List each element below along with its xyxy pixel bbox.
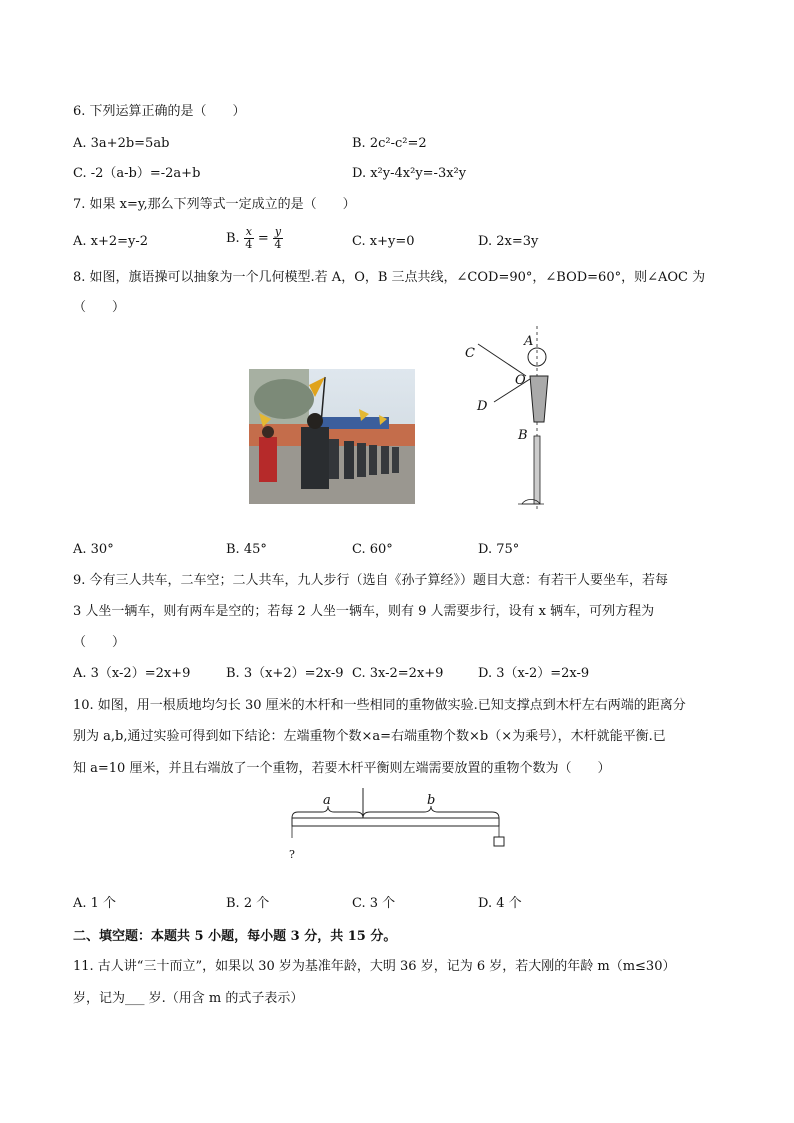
- q10-option-c: C. 3 个: [352, 896, 396, 911]
- fraction-numerator: x: [245, 225, 252, 238]
- flag-drill-photo: [249, 369, 415, 504]
- q9-line-2: 3 人坐一辆车，则有两车是空的；若每 2 人坐一辆车，则有 9 人需要步行，设有 x 辆车，可列方程为: [73, 604, 655, 619]
- fraction-x-over-4: [244, 226, 254, 251]
- q8-option-c: C. 60°: [352, 542, 393, 557]
- q6-option-c: C. -2（a-b）=-2a+b: [73, 166, 201, 181]
- body-shape: [530, 376, 548, 422]
- q6-option-d: D. x²y-4x²y=-3x²y: [352, 166, 467, 181]
- wooden-rod: [292, 818, 499, 826]
- q8-paren: （ ）: [73, 300, 126, 315]
- q8-stem: 8. 如图，旗语操可以抽象为一个几何模型.若 A，O，B 三点共线，∠COD=90°，∠BOD=60°，则∠AOC 为: [73, 270, 706, 285]
- q11-line-2: 岁，记为___ 岁.（用含 m 的式子表示）: [73, 991, 304, 1006]
- q7-option-b-prefix: B.: [226, 230, 240, 246]
- q10-line-2: 别为 a,b,通过实验可得到如下结论：左端重物个数×a=右端重物个数×b（×为乘号），木杆就能平衡.已: [73, 729, 666, 744]
- q8-option-d: D. 75°: [478, 542, 520, 557]
- q9-option-d: D. 3（x-2）=2x-9: [478, 666, 590, 681]
- q11-line-1: 11. 古人讲“三十而立”，如果以 30 岁为基准年龄，大明 36 岁，记为 6 岁，若大刚的年龄 m（m≤30）: [73, 959, 676, 974]
- label-D: D: [477, 399, 488, 414]
- q6-option-a: A. 3a+2b=5ab: [73, 136, 170, 151]
- right-weight-box: [494, 837, 504, 846]
- q9-option-b: B. 3（x+2）=2x-9: [226, 666, 344, 681]
- label-A: A: [524, 334, 534, 349]
- leg-shape: [534, 436, 540, 504]
- label-B: B: [518, 428, 528, 443]
- lever-label-b: b: [427, 793, 436, 808]
- fraction-denominator: 4: [274, 238, 282, 251]
- q9-paren: （ ）: [73, 635, 126, 650]
- q7-option-b: [226, 226, 283, 251]
- equals-sign: =: [257, 230, 269, 246]
- lever-label-question: ?: [289, 848, 295, 861]
- q7-stem: 7. 如果 x=y,那么下列等式一定成立的是（ ）: [73, 197, 356, 212]
- q8-option-b: B. 45°: [226, 542, 267, 557]
- q9-line-1: 9. 今有三人共车，二车空；二人共车，九人步行（选自《孙子算经》）题目大意：有若干人要坐车，若每: [73, 573, 669, 588]
- q6-option-b: B. 2c²-c²=2: [352, 136, 427, 151]
- lever-label-a: a: [323, 793, 331, 808]
- q6-stem: 6. 下列运算正确的是（ ）: [73, 104, 246, 119]
- q7-option-a: A. x+2=y-2: [73, 234, 149, 249]
- q10-line-3: 知 a=10 厘米，并且右端放了一个重物，若要木杆平衡则左端需要放置的重物个数为（ ）: [73, 761, 611, 776]
- section-title-fill-in: 二、填空题：本题共 5 小题，每小题 3 分，共 15 分。: [73, 929, 397, 944]
- q7-option-c: C. x+y=0: [352, 234, 415, 249]
- q10-option-b: B. 2 个: [226, 896, 270, 911]
- q10-line-1: 10. 如图，用一根质地均匀长 30 厘米的木杆和一些相同的重物做实验.已知支撑点到木杆左右两端的距离分: [73, 698, 686, 713]
- label-C: C: [465, 346, 475, 361]
- fraction-y-over-4: [273, 226, 283, 251]
- q10-option-d: D. 4 个: [478, 896, 522, 911]
- fraction-denominator: 4: [245, 238, 253, 251]
- q10-option-a: A. 1 个: [73, 896, 117, 911]
- q9-option-a: A. 3（x-2）=2x+9: [73, 666, 191, 681]
- q7-option-d: D. 2x=3y: [478, 234, 539, 249]
- q8-option-a: A. 30°: [73, 542, 114, 557]
- label-O: O: [515, 373, 526, 388]
- lever-diagram: [286, 786, 508, 852]
- fraction-numerator: y: [274, 225, 282, 238]
- q9-option-c: C. 3x-2=2x+9: [352, 666, 444, 681]
